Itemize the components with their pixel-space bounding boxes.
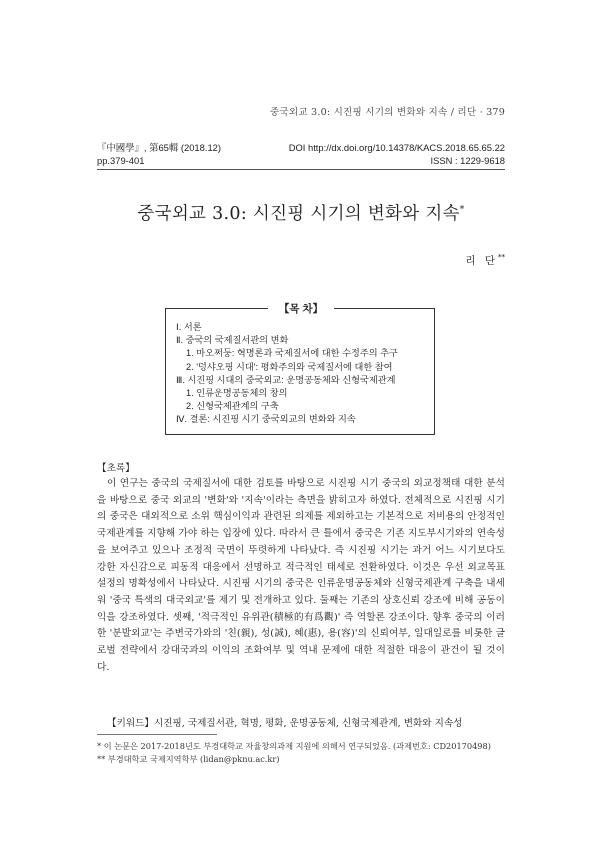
abstract-label: 【초록】 [97,463,135,474]
toc-item: Ⅳ. 결론: 시진핑 시기 중국외교의 변화와 지속 [176,414,356,425]
footnote-divider [97,734,217,735]
footnote-funding: * 이 논문은 2017-2018년도 부경대학교 자율창의과제 지원에 의해서 연구되었음. (과제번호: CD20170498) [97,741,491,751]
footnote-author: ** 부경대학교 국제지역학부 (lidan@pknu.ac.kr) [97,754,280,764]
table-of-contents [165,303,435,435]
paper-title-text: 중국외교 3.0: 시진핑 시기의 변화와 지속 [137,204,460,224]
toc-item: Ⅲ. 시진핑 시대의 중국외교: 운명공동체와 신형국제관계 [176,374,396,385]
toc-subitem: 1. 마오쩌둥: 혁명론과 국제질서에 대한 수정주의 추구 [186,348,398,359]
toc-title: 【목 차】 [268,301,334,316]
doi-link[interactable]: DOI http://dx.doi.org/10.14378/KACS.2018.65.65.22 [288,142,505,153]
running-header: 중국외교 3.0: 시진핑 시기의 변화와 지속 / 리단 · 379 [269,107,505,118]
toc-subitem: 2. 신형국제관계의 구축 [186,401,279,412]
page-range: pp.379-401 [97,154,145,166]
paper-title [97,200,505,225]
toc-subitem: 2. '덩샤오핑 시대': 평화주의와 국제질서에 대한 참여 [186,361,393,372]
keywords: 【키워드】시진핑, 국제질서관, 혁명, 평화, 운명공동체, 신형국제관계, 변화와 지속성 [107,718,463,729]
author-footnote-mark[interactable]: ** [498,253,505,262]
toc-subitem: 1. 인류운명공동체의 창의 [186,388,288,399]
toc-list [176,321,398,427]
title-footnote-mark[interactable]: * [459,205,465,216]
journal-info: 『中國學』, 第65輯 (2018.12) [97,142,221,153]
author-name-text: 리 단 [465,255,498,267]
author-name [400,253,505,268]
footnotes [97,740,517,766]
toc-item: Ⅰ. 서론 [176,322,202,332]
pubinfo-divider [97,169,505,170]
issn: ISSN : 1229-9618 [430,154,505,166]
toc-item: Ⅱ. 중국의 국제질서관의 변화 [176,335,289,346]
publication-info [97,142,505,170]
abstract-body: 이 연구는 중국의 국제질서에 대한 검토를 바탕으로 시진핑 시기 중국의 외교정책태 대한 분석을 바탕으로 중국 외교의 '변화'와 '지속'이라는 측면을 밝히고자 하였다. 전체적으로 시진핑 시기의 중국은 대외적으로 소위 핵심이익과 관련된 의제를 제외하고는 기본적으로 저비용의 안정적인 국제관계를 지향해 가야 하는 입장에 있다. 따라서 큰 틀에서 중국은 기존 지도부시기와의 연속성을 보여주고 있으나 조정적 국면이 뚜렷하게 나타났다. 즉 시진핑 시기는 과거 어느 시기보다도 강한 자신감으로 피동적 대응에서 선명하고 적극적인 태세로 전환하였다. 이것은 우선 외교목표 설정의 명확성에서 나타났다. 시진핑 시기의 중국은 인류운명공동체와 신형국제관계 구축을 내세워 '중국 특색의 대국외교'를 제기 및 전개하고 있다. 둘째는 기존의 상호신뢰 강조에 비해 공동이익을 강조하였다. 셋째, '적극적인 유위관(積極的有爲觀)' 즉 역할론 강조이다. 향후 중국의 이러한 '분발외교'는 주변국가와의 '친(親), 성(誠), 혜(惠), 용(容)'의 신뢰여부, 일대일로를 비롯한 글로벌 전략에서 강대국과의 이익의 조화여부 및 역내 문제에 대한 적절한 대응이 관건이 될 것이다. [97,478,505,673]
